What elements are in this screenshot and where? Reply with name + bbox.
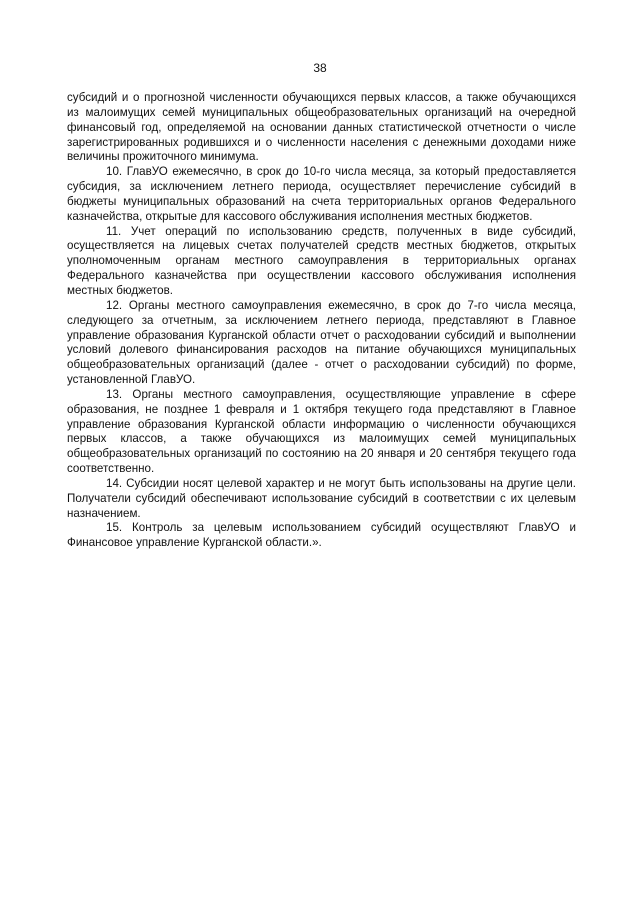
paragraph-continuation: субсидий и о прогнозной численности обучающихся первых классов, а также обучающихся из малоимущих семей муниципальных общеобразовательных организаций на очередной финансовый год, определяемой на основании данных статистической отчетности о числе зарегистрированных родившихся и о численности населения с денежными доходами ниже величины прожиточного минимума.: [67, 91, 576, 164]
paragraph-12: 12. Органы местного самоуправления ежемесячно, в срок до 7-го числа месяца, следующего за отчетным, за исключением летнего периода, представляют в Главное управление образования Курганской области отчет о расходовании субсидий и выполнении условий долевого финансирования расходов на питание обучающихся муниципальных общеобразовательных организаций (далее - отчет о расходовании субсидий) по форме, установленной ГлавУО.: [67, 298, 576, 387]
paragraph-11: 11. Учет операций по использованию средств, полученных в виде субсидий, осуществляется на лицевых счетах получателей средств местных бюджетов, открытых уполномоченным органам местного самоуправления в территориальных органах Федерального казначейства при осуществлении кассового обслуживания исполнения местных бюджетов.: [67, 224, 576, 297]
page-number: 38: [313, 61, 327, 75]
paragraph-14: 14. Субсидии носят целевой характер и не могут быть использованы на другие цели. Получатели субсидий обеспечивают использование субсидий в соответствии с их целевым назначением.: [67, 476, 576, 520]
document-body: [67, 91, 576, 551]
paragraph-10: 10. ГлавУО ежемесячно, в срок до 10-го числа месяца, за который предоставляется субсидия, за исключением летнего периода, осуществляет перечисление субсидий в бюджеты муниципальных образований на счета территориальных органов Федерального казначейства, открытые для кассового обслуживания исполнения местных бюджетов.: [67, 165, 576, 223]
paragraph-15: 15. Контроль за целевым использованием субсидий осуществляют ГлавУО и Финансовое управление Курганской области.».: [67, 521, 576, 550]
paragraph-13: 13. Органы местного самоуправления, осуществляющие управление в сфере образования, не позднее 1 февраля и 1 октября текущего года представляют в Главное управление образования Курганской области информацию о численности обучающихся первых классов, а также обучающихся из малоимущих семей муниципальных общеобразовательных организаций по состоянию на 20 января и 20 сентября текущего года соответственно.: [67, 387, 576, 476]
